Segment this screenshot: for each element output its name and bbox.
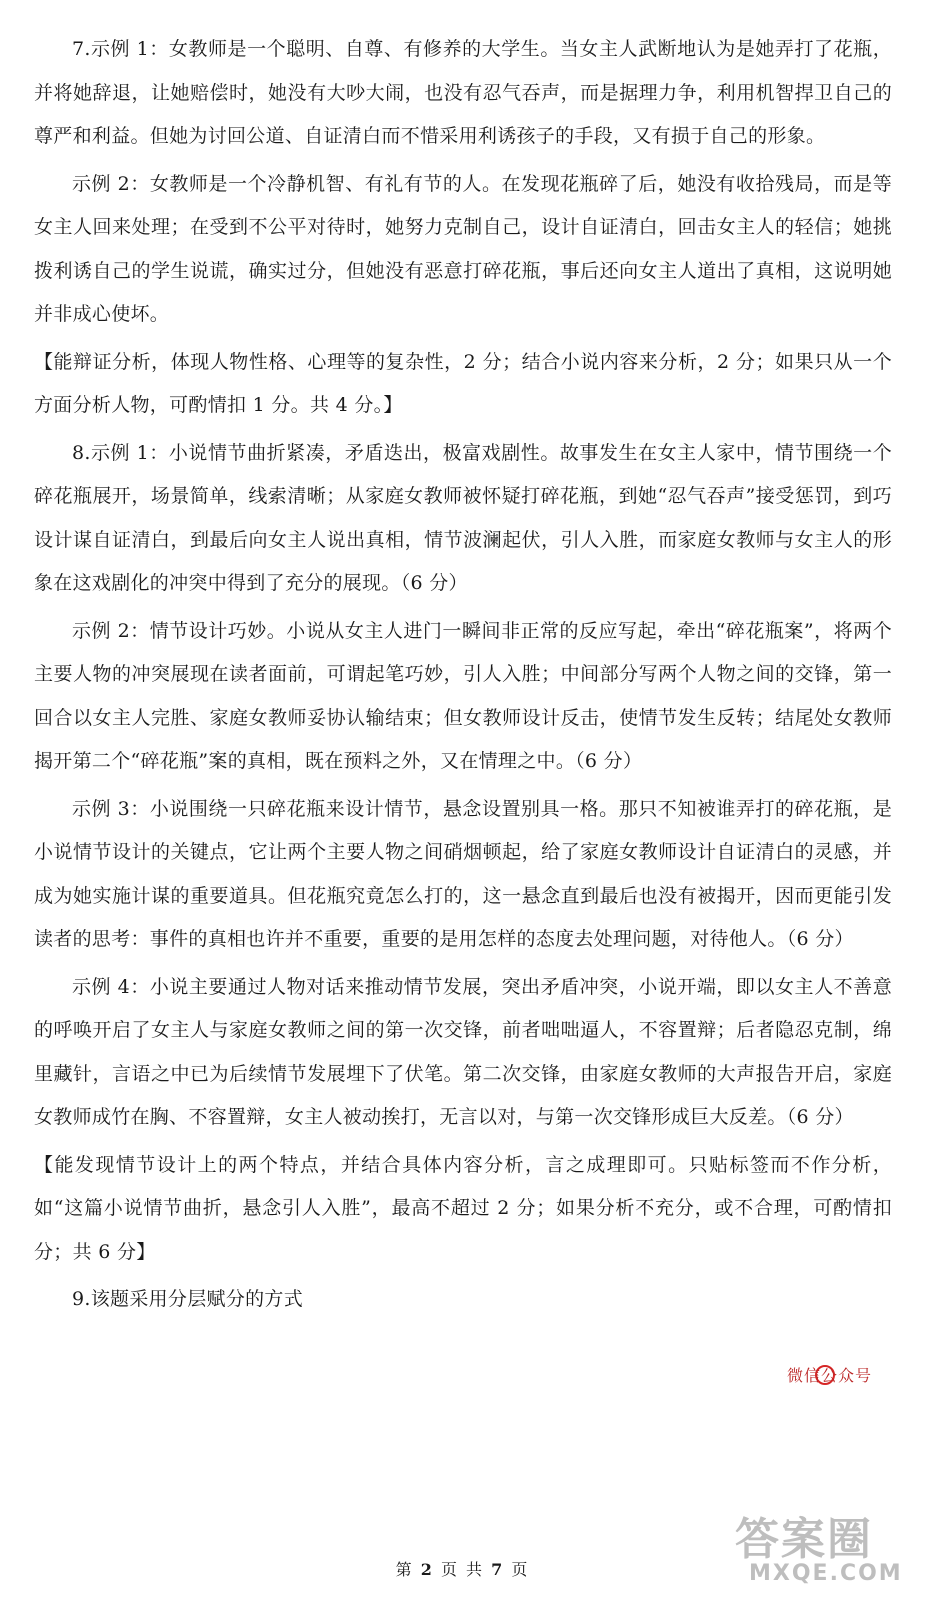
footer-suffix: 页: [511, 1560, 530, 1579]
paragraph-q8-example-1: 8.示例 1：小说情节曲折紧凑，矛盾迭出，极富戏剧性。故事发生在女主人家中，情节围绕一个碎花瓶展开，场景简单，线索清晰；从家庭女教师被怀疑打碎花瓶，到她“忍气吞声”接受惩罚，到巧设计谋自证清白，到最后向女主人说出真相，情节波澜起伏，引人入胜，而家庭女教师与女主人的形象在这戏剧化的冲突中得到了充分的展现。（6 分）: [34, 441, 892, 594]
footer-page-number: 2: [420, 1560, 434, 1579]
paragraph-q8-example-2: 示例 2：情节设计巧妙。小说从女主人进门一瞬间非正常的反应写起，牵出“碎花瓶案”，将两个主要人物的冲突展现在读者面前，可谓起笔巧妙，引人入胜；中间部分写两个人物之间的交锋，第一回合以女主人完胜、家庭女教师妥协认输结束；但女教师设计反击，使情节发生反转；结尾处女教师揭开第二个“碎花瓶”案的真相，既在预料之外，又在情理之中。（6 分）: [34, 619, 892, 772]
footer-total-pages: 7: [491, 1560, 505, 1579]
stamp-text: 微信公众号: [787, 1366, 873, 1385]
paragraph-q7-scoring-note: 【能辩证分析，体现人物性格、心理等的复杂性，2 分；结合小说内容来分析，2 分；如果只从一个方面分析人物，可酌情扣 1 分。共 4 分。】: [34, 350, 892, 416]
stamp-circle-icon: [815, 1365, 835, 1385]
document-body: [34, 28, 892, 1326]
watermark-en: MXQE.COM: [749, 1561, 903, 1586]
watermark-cn: 答案圈: [735, 1514, 873, 1565]
paragraph-q9-intro: 9.该题采用分层赋分的方式: [72, 1288, 304, 1310]
paragraph-q8-scoring-note: 【能发现情节设计上的两个特点，并结合具体内容分析，言之成理即可。只贴标签而不作分析，如“这篇小说情节曲折，悬念引人入胜”，最高不超过 2 分；如果分析不充分，或不合理，可酌情扣分；共 6 分】: [34, 1153, 892, 1263]
page-footer: [0, 1557, 925, 1580]
paragraph-q7-example-1: 7.示例 1：女教师是一个聪明、自尊、有修养的大学生。当女主人武断地认为是她弄打了花瓶，并将她辞退，让她赔偿时，她没有大吵大闹，也没有忍气吞声，而是据理力争，利用机智捍卫自己的尊严和利益。但她为讨回公道、自证清白而不惜采用利诱孩子的手段，又有损于自己的形象。: [34, 38, 892, 147]
paragraph-q8-example-4: 示例 4：小说主要通过人物对话来推动情节发展，突出矛盾冲突，小说开端，即以女主人不善意的呼唤开启了女主人与家庭女教师之间的第一次交锋，前者咄咄逼人，不容置辩；后者隐忍克制，绵里藏针，言语之中已为后续情节发展埋下了伏笔。第二次交锋，由家庭女教师的大声报告开启，家庭女教师成竹在胸、不容置辩，女主人被动挨打，无言以对，与第一次交锋形成巨大反差。（6 分）: [34, 975, 892, 1128]
paragraph-q8-example-3: 示例 3：小说围绕一只碎花瓶来设计情节，悬念设置别具一格。那只不知被谁弄打的碎花瓶，是小说情节设计的关键点，它让两个主要人物之间硝烟顿起，给了家庭女教师设计自证清白的灵感，并成为她实施计谋的重要道具。但花瓶究竟怎么打的，这一悬念直到最后也没有被揭开，因而更能引发读者的思考：事件的真相也许并不重要，重要的是用怎样的态度去处理问题，对待他人。（6 分）: [34, 797, 892, 950]
stamp-overlay: [787, 1363, 875, 1389]
paragraph-q7-example-2: 示例 2：女教师是一个冷静机智、有礼有节的人。在发现花瓶碎了后，她没有收拾残局，而是等女主人回来处理；在受到不公平对待时，她努力克制自己，设计自证清白，回击女主人的轻信；她挑拨利诱自己的学生说谎，确实过分，但她没有恶意打碎花瓶，事后还向女主人道出了真相，这说明她并非成心使坏。: [34, 172, 892, 325]
watermark-logo: [735, 1503, 915, 1595]
footer-middle: 页 共: [440, 1560, 485, 1579]
footer-prefix: 第: [395, 1560, 414, 1579]
